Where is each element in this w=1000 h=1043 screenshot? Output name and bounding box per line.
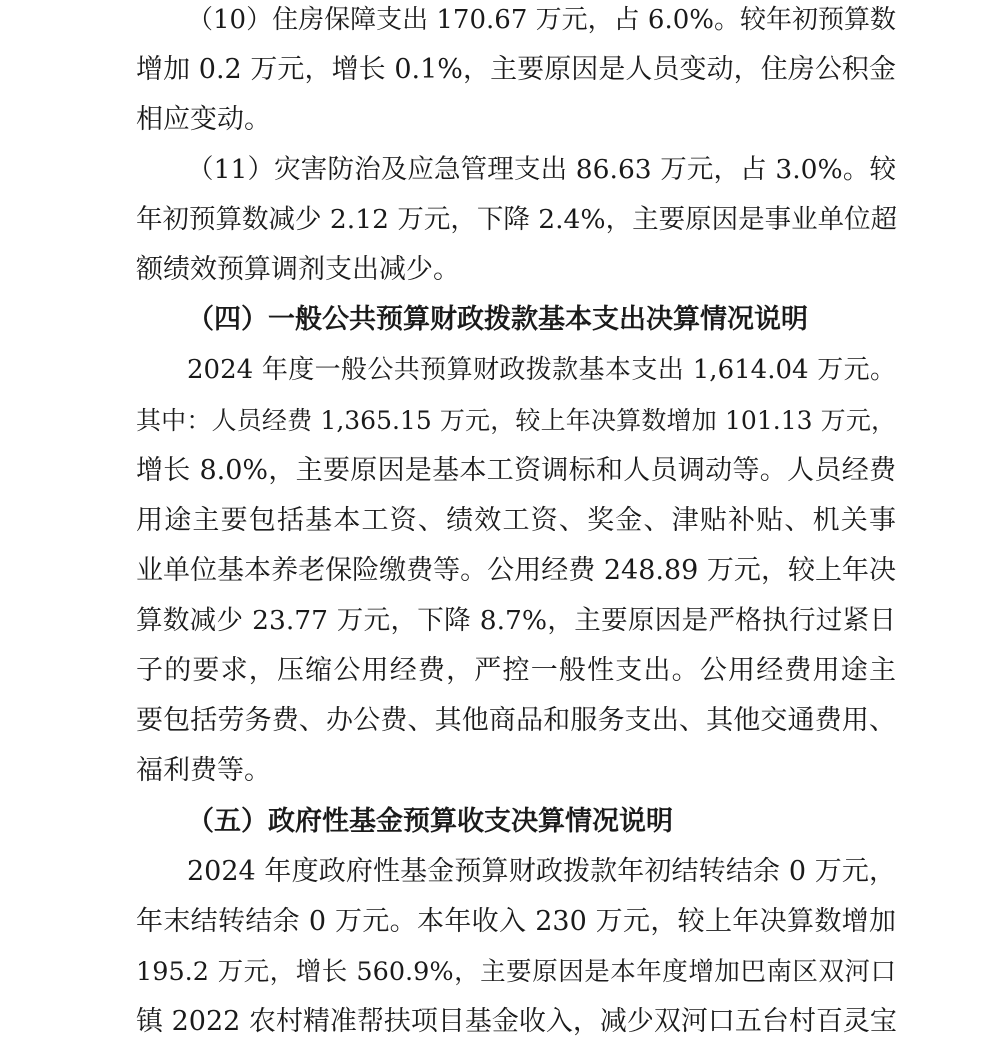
text-line: 要包括劳务费、办公费、其他商品和服务支出、其他交通费用、 [136,705,896,736]
section-heading-government-fund: （五）政府性基金预算收支决算情况说明 [187,806,673,837]
text-line-government-fund: 2024 年度政府性基金预算财政拨款年初结转结余 0 万元， [187,856,896,887]
text-line-disaster-expense: （11）灾害防治及应急管理支出 86.63 万元，占 3.0%。较 [187,154,896,185]
text-line: 子的要求，压缩公用经费，严控一般性支出。公用经费用途主 [136,655,896,686]
text-line: 算数减少 23.77 万元，下降 8.7%，主要原因是严格执行过紧日 [136,605,896,636]
text-line: 额绩效预算调剂支出减少。 [136,254,460,285]
text-line: 福利费等。 [136,755,271,786]
text-line: 相应变动。 [136,104,271,135]
text-line: 年初预算数减少 2.12 万元，下降 2.4%，主要原因是事业单位超 [136,204,898,235]
text-line: 其中：人员经费 1,365.15 万元，较上年决算数增加 101.13 万元， [136,406,896,435]
text-line: 年末结转结余 0 万元。本年收入 230 万元，较上年决算数增加 [136,906,896,937]
text-line: 增加 0.2 万元，增长 0.1%，主要原因是人员变动，住房公积金 [136,54,896,85]
text-line: 镇 2022 农村精准帮扶项目基金收入，减少双河口五台村百灵宝 [136,1006,897,1037]
text-line: 业单位基本养老保险缴费等。公用经费 248.89 万元，较上年决 [136,555,896,586]
text-line-basic-expenditure-total: 2024 年度一般公共预算财政拨款基本支出 1,614.04 万元。 [187,355,896,385]
text-line: 用途主要包括基本工资、绩效工资、奖金、津贴补贴、机关事 [136,505,896,536]
text-line-housing-expense: （10）住房保障支出 170.67 万元，占 6.0%。较年初预算数 [187,5,896,35]
section-heading-basic-expenditure: （四）一般公共预算财政拨款基本支出决算情况说明 [187,304,808,335]
text-line: 195.2 万元，增长 560.9%，主要原因是本年度增加巴南区双河口 [136,957,896,987]
text-line: 增长 8.0%，主要原因是基本工资调标和人员调动等。人员经费 [136,455,896,486]
